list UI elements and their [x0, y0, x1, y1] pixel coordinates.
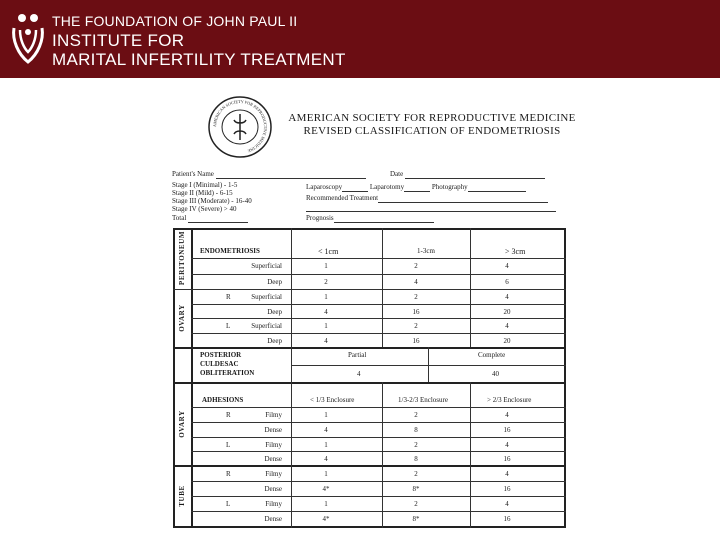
adh-score: 16 — [503, 485, 511, 493]
adh-score: 4 — [505, 411, 509, 419]
endo-row-side: R — [226, 293, 231, 301]
adh-score: 8 — [414, 426, 418, 434]
adh-score: 1 — [324, 441, 328, 449]
endo-score: 4 — [324, 308, 328, 316]
endo-score: 2 — [414, 322, 418, 330]
endo-score: 4 — [505, 293, 509, 301]
endo-score: 20 — [503, 337, 511, 345]
culdesac-complete-score: 40 — [492, 370, 499, 378]
culdesac-label-3: OBLITERATION — [200, 369, 255, 377]
endo-row-side: L — [226, 322, 231, 330]
culdesac-label-2: CULDESAC — [200, 360, 239, 368]
adh-row-label: Dense — [264, 485, 282, 493]
adh-row-side: L — [226, 500, 231, 508]
endo-score: 16 — [412, 308, 420, 316]
adh-score: 2 — [414, 470, 418, 478]
side-label-ovary: OVARY — [178, 304, 186, 332]
adh-col-3: > 2/3 Enclosure — [487, 396, 532, 404]
foundation-logo-icon — [8, 10, 48, 66]
adh-row-label: Dense — [264, 455, 282, 463]
adh-score: 4 — [505, 500, 509, 508]
patient-name-field: Patient's Name — [172, 170, 366, 179]
total-field: Total — [172, 214, 248, 223]
endometriosis-header: ENDOMETRIOSIS — [200, 247, 260, 255]
adh-score: 16 — [503, 426, 511, 434]
adh-score: 1 — [324, 411, 328, 419]
endo-score: 1 — [324, 293, 328, 301]
endo-row-label: Deep — [267, 278, 282, 286]
endo-score: 16 — [412, 337, 420, 345]
culdesac-partial-score: 4 — [357, 370, 361, 378]
endo-score: 4 — [414, 278, 418, 286]
adh-row-side: R — [226, 411, 231, 419]
adh-row-label: Dense — [264, 515, 282, 523]
adh-score: 4* — [322, 485, 330, 493]
endo-row-label: Deep — [267, 337, 282, 345]
endo-score: 6 — [505, 278, 509, 286]
endo-score: 4 — [505, 262, 509, 270]
endo-row-label: Superficial — [251, 293, 282, 301]
endo-row-label: Deep — [267, 308, 282, 316]
classification-table — [173, 228, 566, 528]
adh-score: 2 — [414, 441, 418, 449]
adh-col-2: 1/3-2/3 Enclosure — [398, 396, 448, 404]
stage-2: Stage II (Mild) - 6-15 — [172, 189, 233, 197]
endo-col-1: < 1cm — [318, 247, 339, 256]
culdesac-complete: Complete — [478, 351, 506, 359]
side-label-peritoneum: PERITONEUM — [178, 230, 186, 286]
endo-score: 20 — [503, 308, 511, 316]
side-label-ovary-adhesions: OVARY — [178, 410, 186, 438]
adh-row-label: Filmy — [265, 441, 282, 449]
adh-score: 1 — [324, 500, 328, 508]
endo-score: 2 — [324, 278, 328, 286]
banner-line-3: MARITAL INFERTILITY TREATMENT — [52, 50, 346, 69]
adh-row-label: Filmy — [265, 470, 282, 478]
form-title-line-1: AMERICAN SOCIETY FOR REPRODUCTIVE MEDICINE — [288, 112, 576, 124]
side-label-tube: TUBE — [178, 485, 186, 507]
adh-score: 1 — [324, 470, 328, 478]
treatment-line — [306, 203, 556, 212]
endo-col-2: 1-3cm — [417, 247, 435, 255]
endo-col-3: > 3cm — [505, 247, 526, 256]
endo-score: 1 — [324, 262, 328, 270]
adh-score: 4* — [322, 515, 330, 523]
adh-score: 8* — [412, 485, 420, 493]
banner-line-2: INSTITUTE FOR — [52, 31, 185, 50]
banner-title — [52, 12, 346, 69]
adh-row-label: Filmy — [265, 500, 282, 508]
culdesac-partial: Partial — [348, 351, 367, 359]
adh-score: 4 — [324, 455, 328, 463]
endo-score: 2 — [414, 262, 418, 270]
banner-line-1: THE FOUNDATION OF JOHN PAUL II — [52, 13, 298, 29]
asrm-seal-icon — [206, 94, 274, 160]
stage-4: Stage IV (Severe) > 40 — [172, 205, 237, 213]
adh-row-side: L — [226, 441, 231, 449]
stage-1: Stage I (Minimal) - 1-5 — [172, 181, 238, 189]
prognosis-field: Prognosis — [306, 214, 434, 223]
adh-score: 16 — [503, 515, 511, 523]
adh-score: 4 — [505, 470, 509, 478]
culdesac-label-1: POSTERIOR — [200, 351, 242, 359]
adh-col-1: < 1/3 Enclosure — [310, 396, 355, 404]
adh-score: 4 — [505, 441, 509, 449]
endo-row-label: Superficial — [251, 262, 282, 270]
adh-row-label: Filmy — [265, 411, 282, 419]
adh-score: 2 — [414, 500, 418, 508]
stage-3: Stage III (Moderate) - 16-40 — [172, 197, 252, 205]
endo-score: 4 — [505, 322, 509, 330]
endo-score: 1 — [324, 322, 328, 330]
procedure-field: Laparoscopy Laparotomy Photography — [306, 183, 526, 192]
date-field: Date — [390, 170, 545, 179]
endo-score: 2 — [414, 293, 418, 301]
form-title — [282, 112, 582, 138]
adhesions-header: ADHESIONS — [202, 396, 244, 404]
seal-ring-text: AMERICAN SOCIETY FOR REPRODUCTIVE MEDICINE — [211, 98, 269, 154]
adh-score: 8* — [412, 515, 420, 523]
adh-score: 8 — [414, 455, 418, 463]
endo-row-label: Superficial — [251, 322, 282, 330]
adh-score: 16 — [503, 455, 511, 463]
adh-score: 4 — [324, 426, 328, 434]
recommended-treatment-field: Recommended Treatment — [306, 194, 548, 203]
header-banner — [0, 0, 720, 78]
adh-row-side: R — [226, 470, 231, 478]
endo-score: 4 — [324, 337, 328, 345]
adh-row-label: Dense — [264, 426, 282, 434]
form-title-line-2: REVISED CLASSIFICATION OF ENDOMETRIOSIS — [303, 125, 561, 137]
adh-score: 2 — [414, 411, 418, 419]
